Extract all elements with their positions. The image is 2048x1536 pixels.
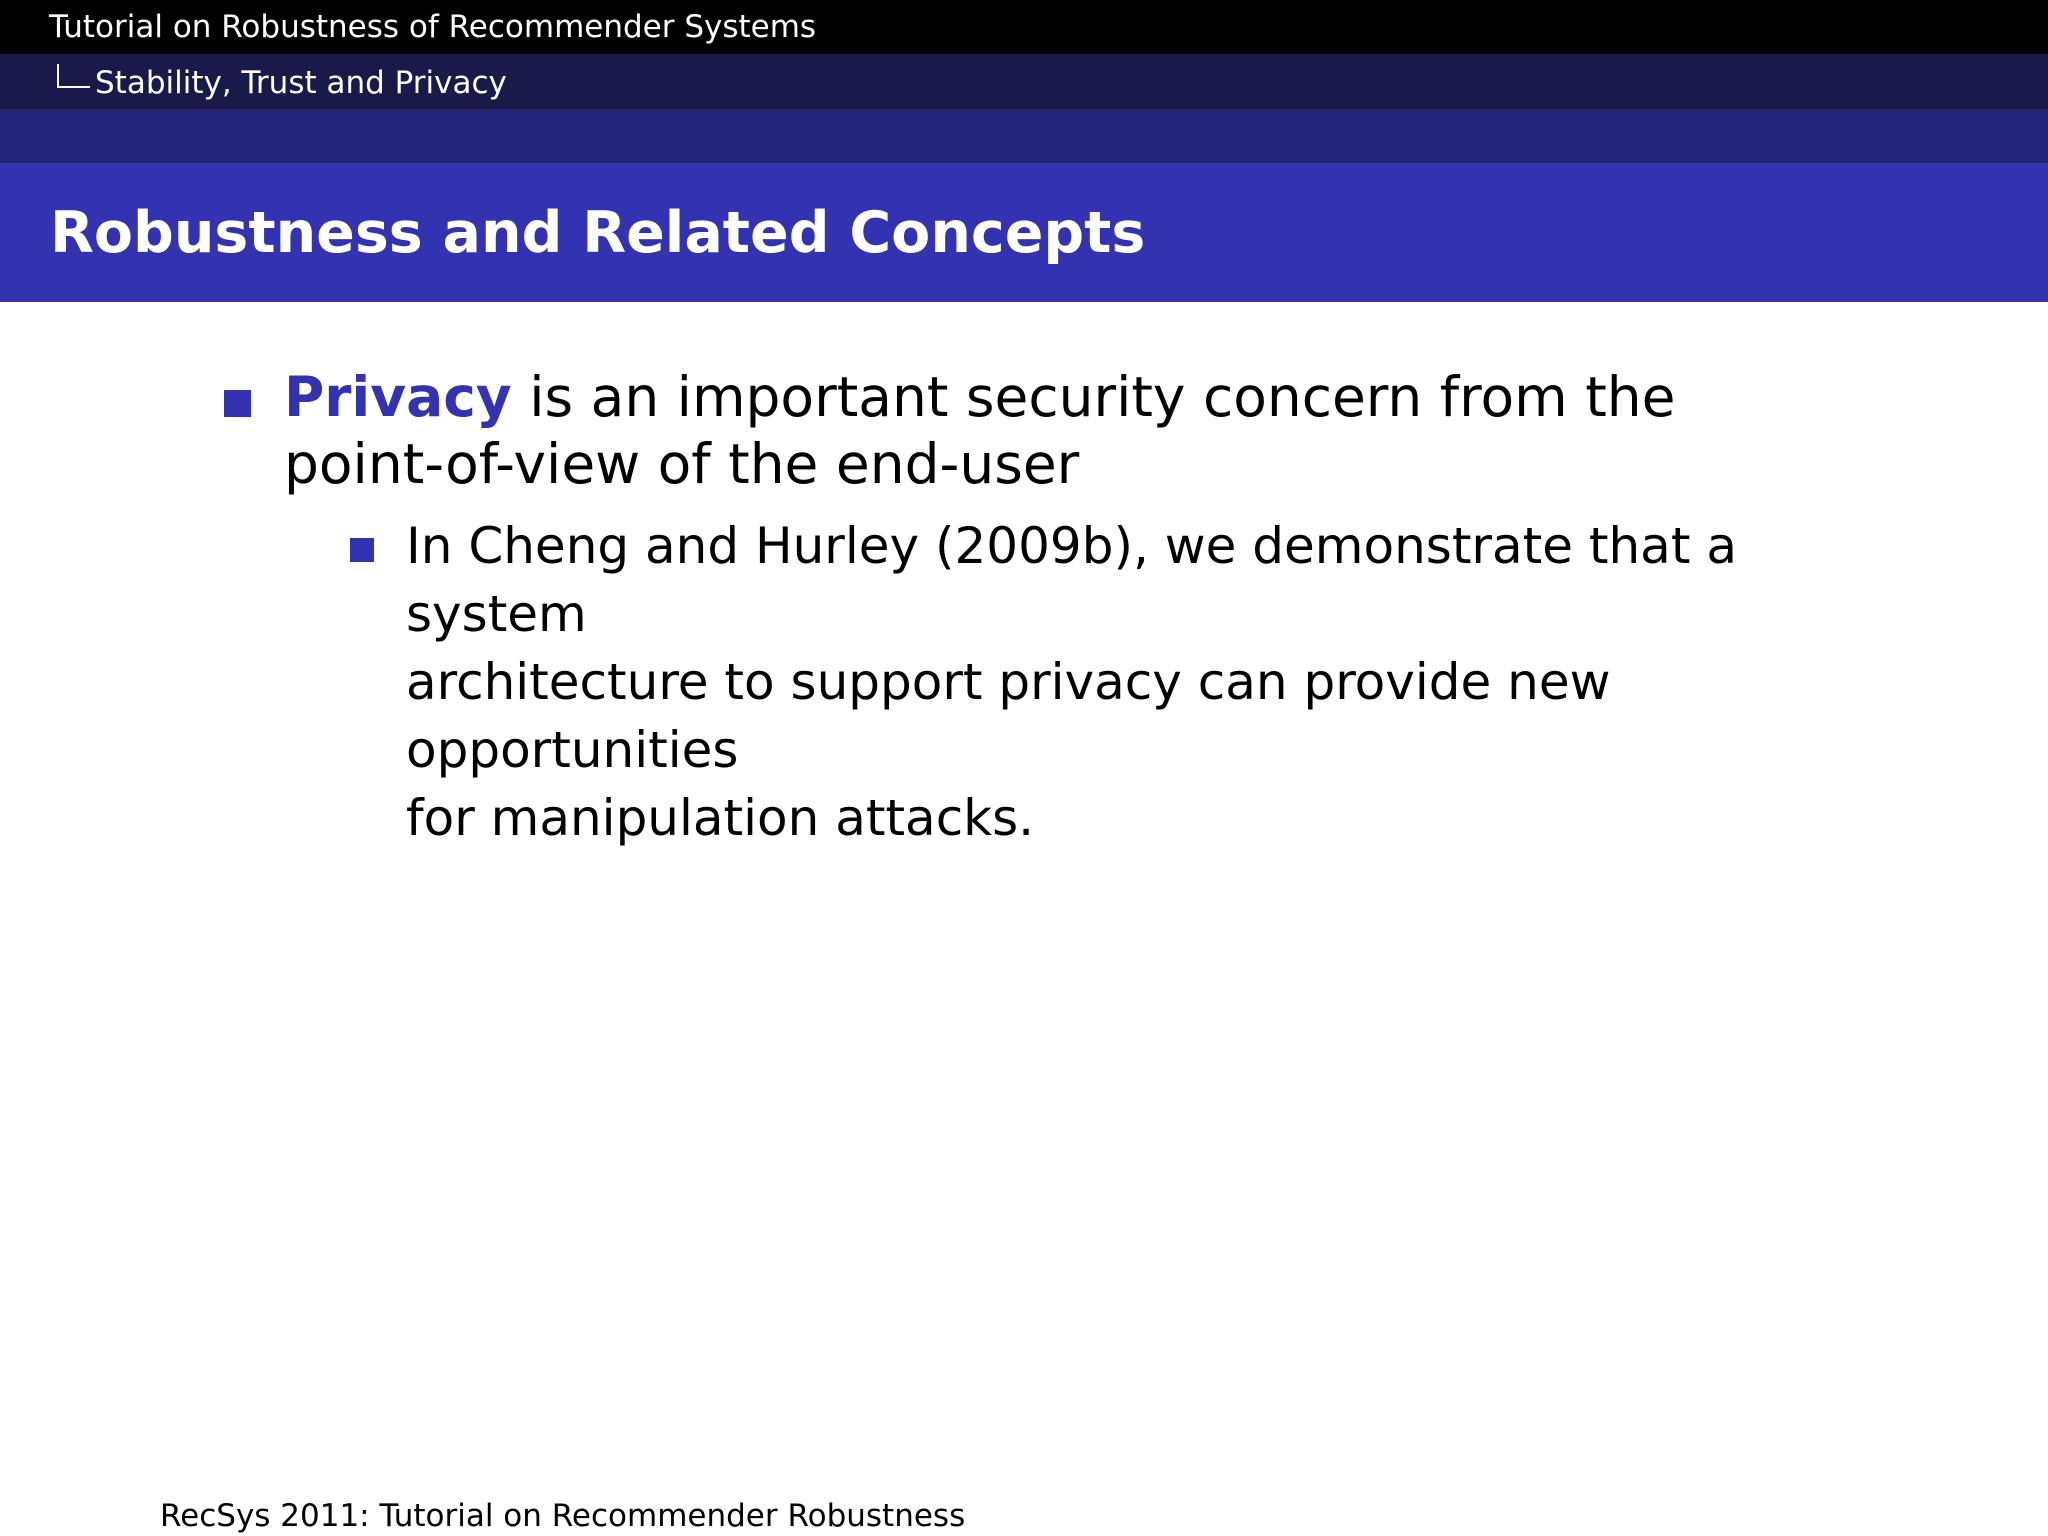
header-subsection-bar: [0, 54, 2048, 109]
bullet-square-icon: [224, 390, 251, 417]
header-subsection-title: Stability, Trust and Privacy: [95, 65, 507, 101]
bullet-text-line1: is an important security concern from the: [511, 365, 1676, 429]
frame-title-bar: [0, 163, 2048, 302]
sub-bullet-item-cheng-hurley: [406, 512, 1856, 852]
sub-bullet-line2: architecture to support privacy can provide new opportunities: [406, 653, 1611, 779]
header-spacer-bar: [0, 109, 2048, 163]
footer-text: RecSys 2011: Tutorial on Recommender Robustness: [160, 1498, 966, 1534]
header-section-bar: [0, 0, 2048, 54]
bullet-text-line2: point-of-view of the end-user: [284, 432, 1080, 496]
frame-title: Robustness and Related Concepts: [50, 200, 1146, 266]
sub-bullet-line3: for manipulation attacks.: [406, 789, 1035, 847]
header-section-title: Tutorial on Robustness of Recommender Systems: [49, 9, 817, 45]
sub-bullet-line1: In Cheng and Hurley (2009b), we demonstrate that a system: [406, 517, 1737, 643]
privacy-highlight: Privacy: [284, 365, 512, 429]
sub-bullet-square-icon: [350, 538, 374, 562]
subsection-corner-icon: [57, 64, 90, 88]
bullet-item-privacy: [284, 364, 1684, 498]
